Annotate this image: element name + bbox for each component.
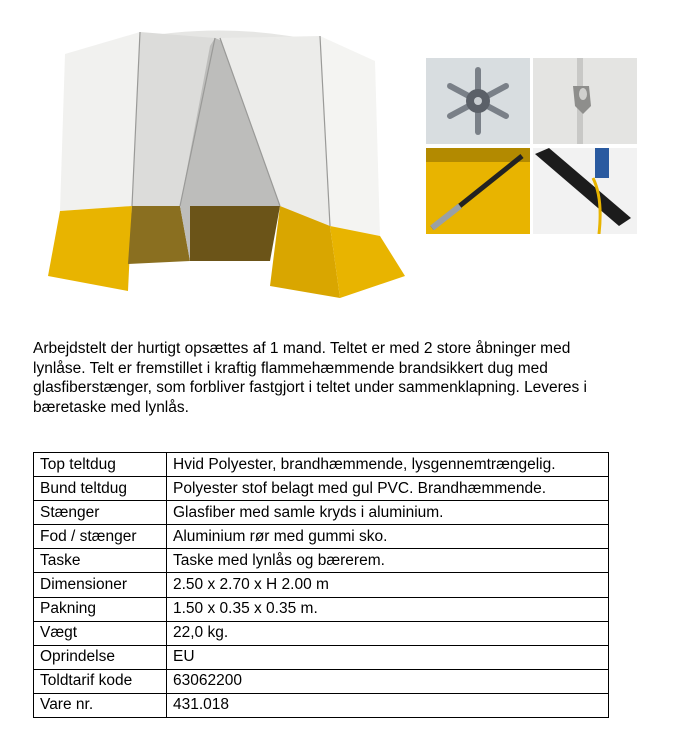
spec-value: Hvid Polyester, brandhæmmende, lysgennemtrængelig.	[167, 453, 609, 477]
spec-row	[34, 453, 609, 477]
spec-value: 63062200	[167, 669, 609, 693]
spec-row	[34, 525, 609, 549]
spec-value: Polyester stof belagt med gul PVC. Brandhæmmende.	[167, 477, 609, 501]
spec-row	[34, 477, 609, 501]
description-text: Arbejdstelt der hurtigt opsættes af 1 mand. Teltet er med 2 store åbninger med lynlåse. Telt er fremstillet i kraftig flammehæmmende brandsikkert dug med glasfiberstænger, som forbliver fastgjort i teltet under sammenklapning. Leveres i bæretaske med lynlås.	[33, 340, 587, 416]
spec-value: 22,0 kg.	[167, 621, 609, 645]
pole-foot-icon	[426, 148, 530, 234]
spec-value: 431.018	[167, 693, 609, 717]
spec-value: 2.50 x 2.70 x H 2.00 m	[167, 573, 609, 597]
spec-label: Dimensioner	[34, 573, 167, 597]
spec-row	[34, 549, 609, 573]
spec-table-body	[34, 453, 609, 718]
carry-bag-photo	[533, 148, 637, 234]
spec-label: Stænger	[34, 501, 167, 525]
spec-table	[33, 452, 609, 718]
spec-label: Top teltdug	[34, 453, 167, 477]
spec-row	[34, 597, 609, 621]
hub-connector-photo	[426, 58, 530, 144]
spec-row	[34, 573, 609, 597]
spec-label: Toldtarif kode	[34, 669, 167, 693]
tent-main-photo	[40, 6, 415, 306]
spec-row	[34, 621, 609, 645]
spec-value: 1.50 x 0.35 x 0.35 m.	[167, 597, 609, 621]
spec-row	[34, 669, 609, 693]
spec-row	[34, 645, 609, 669]
carry-bag-icon	[533, 148, 637, 234]
product-description	[33, 339, 623, 417]
pole-foot-photo	[426, 148, 530, 234]
spec-label: Bund teltdug	[34, 477, 167, 501]
zipper-icon	[533, 58, 637, 144]
spec-label: Pakning	[34, 597, 167, 621]
aluminium-hub-icon	[426, 58, 530, 144]
spec-label: Fod / stænger	[34, 525, 167, 549]
spec-label: Taske	[34, 549, 167, 573]
spec-value: EU	[167, 645, 609, 669]
spec-label: Oprindelse	[34, 645, 167, 669]
spec-value: Taske med lynlås og bærerem.	[167, 549, 609, 573]
spec-label: Vare nr.	[34, 693, 167, 717]
spec-row	[34, 693, 609, 717]
zipper-detail-photo	[533, 58, 637, 144]
tent-illustration	[40, 6, 415, 306]
spec-label: Vægt	[34, 621, 167, 645]
spec-row	[34, 501, 609, 525]
spec-value: Glasfiber med samle kryds i aluminium.	[167, 501, 609, 525]
spec-value: Aluminium rør med gummi sko.	[167, 525, 609, 549]
